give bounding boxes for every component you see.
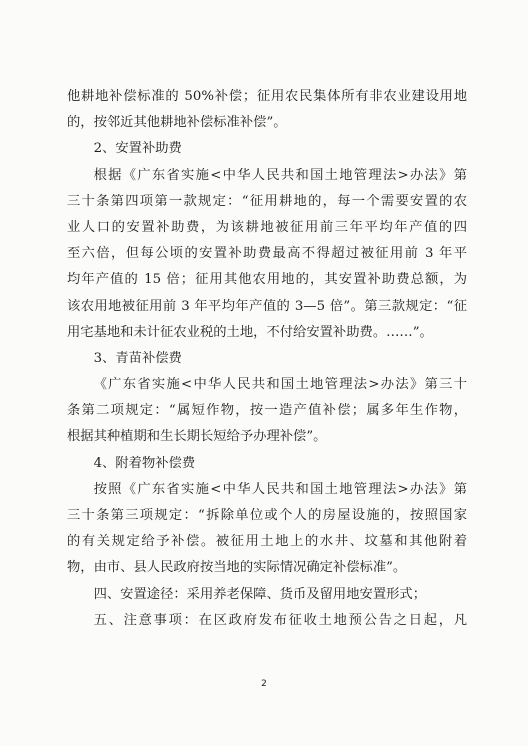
text-line: 三十条第三项规定：“拆除单位或个人的房屋设施的，按照国家: [67, 508, 467, 523]
text-line: 按照《广东省实施<中华人民共和国土地管理法>办法》第: [93, 481, 467, 497]
text-line: 用宅基地和未计征农业税的土地，不付给安置补助费。……”。: [67, 324, 433, 340]
text-line: 物，由市、县人民政府按当地的实际情况确定补偿标准”。: [67, 560, 407, 576]
page-number: 2: [261, 679, 267, 689]
text-line: 的有关规定给予补偿。被征用土地上的水井、坟墓和其他附着: [67, 534, 467, 550]
text-line: 根据《广东省实施<中华人民共和国土地管理法>办法》第: [93, 167, 467, 183]
text-line: 三十条第四项第一款规定：“征用耕地的，每一个需要安置的农: [67, 193, 467, 209]
text-line: 3、青苗补偿费: [93, 350, 182, 366]
text-line: 该农用地被征用前 3 年平均年产值的 3—5 倍”。第三款规定：“征: [67, 298, 467, 314]
text-line: 根据其种植期和生长期长短给予办理补偿”。: [67, 429, 327, 445]
text-line: 4、附着物补偿费: [93, 455, 196, 471]
text-line: 业人口的安置补助费，为该耕地被征用前三年平均年产值的四: [67, 219, 467, 235]
body-text: [67, 84, 467, 634]
text-line: 四、安置途径：采用养老保障、货币及留用地安置形式；: [93, 586, 427, 602]
text-line: 条第二项规定：“属短作物，按一造产值补偿；属多年生作物，: [67, 403, 467, 419]
text-line: 至六倍，但每公顷的安置补助费最高不得超过被征用前 3 年平: [67, 246, 467, 262]
text-line: 五、注意事项：在区政府发布征收土地预公告之日起，凡: [93, 612, 467, 628]
text-line: 《广东省实施<中华人民共和国土地管理法>办法》第三十: [93, 377, 467, 393]
text-line: 的，按邻近其他耕地补偿标准补偿”。: [67, 115, 287, 131]
text-line: 他耕地补偿标准的 50%补偿；征用农民集体所有非农业建设用地: [67, 89, 467, 104]
text-line: 均年产值的 15 倍；征用其他农用地的，其安置补助费总额，为: [67, 272, 467, 288]
text-line: 2、安置补助费: [93, 141, 182, 157]
